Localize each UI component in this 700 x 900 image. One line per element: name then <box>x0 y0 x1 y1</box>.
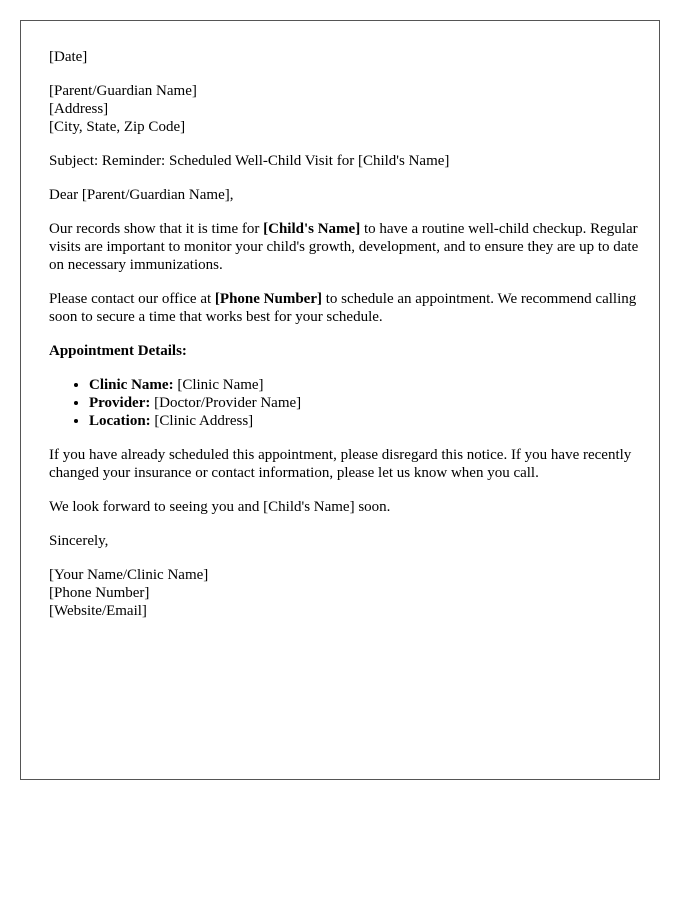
phone-number-placeholder: [Phone Number] <box>214 291 322 307</box>
appointment-details-list <box>49 376 639 430</box>
appointment-details-heading: Appointment Details: <box>49 343 187 359</box>
recipient-address-block <box>49 82 639 136</box>
details-value: [Doctor/Provider Name] <box>150 395 302 411</box>
signature-block <box>49 566 639 620</box>
details-label: Clinic Name: <box>89 377 174 393</box>
child-name-placeholder: [Child's Name] <box>263 221 361 237</box>
details-item-provider <box>89 394 639 412</box>
signature-name: [Your Name/Clinic Name] <box>49 567 209 583</box>
recipient-name: [Parent/Guardian Name] <box>49 83 197 99</box>
paragraph-disregard: If you have already scheduled this appointment, please disregard this notice. If you have recently changed your insurance or contact information, please let us know when you call. <box>49 447 632 481</box>
details-label: Provider: <box>89 395 151 411</box>
paragraph-checkup-before: Our records show that it is time for <box>49 221 264 237</box>
letter-body <box>49 48 639 636</box>
paragraph-checkup <box>49 220 639 274</box>
details-label: Location: <box>89 413 151 429</box>
letter-closing: Sincerely, <box>49 533 109 549</box>
signature-web: [Website/Email] <box>49 603 147 619</box>
recipient-city-state-zip: [City, State, Zip Code] <box>49 119 186 135</box>
recipient-address: [Address] <box>49 101 109 117</box>
letter-page <box>20 20 660 780</box>
paragraph-look-forward: We look forward to seeing you and [Child's Name] soon. <box>49 499 391 515</box>
signature-phone: [Phone Number] <box>49 585 150 601</box>
letter-date: [Date] <box>49 49 88 65</box>
letter-subject: Subject: Reminder: Scheduled Well-Child Visit for [Child's Name] <box>49 153 450 169</box>
details-item-location <box>89 412 639 430</box>
paragraph-checkup-after: to have a routine well-child checkup. Regular visits are important to monitor your child's growth, development, and to ensure they are up to date on necessary immunizations. <box>49 221 639 273</box>
details-item-clinic <box>89 376 639 394</box>
details-value: [Clinic Address] <box>150 413 254 429</box>
paragraph-contact-before: Please contact our office at <box>49 291 215 307</box>
paragraph-contact <box>49 290 639 326</box>
details-value: [Clinic Name] <box>173 377 264 393</box>
letter-salutation: Dear [Parent/Guardian Name], <box>49 187 234 203</box>
paragraph-contact-after: to schedule an appointment. We recommend calling soon to secure a time that works best for your schedule. <box>49 291 637 325</box>
